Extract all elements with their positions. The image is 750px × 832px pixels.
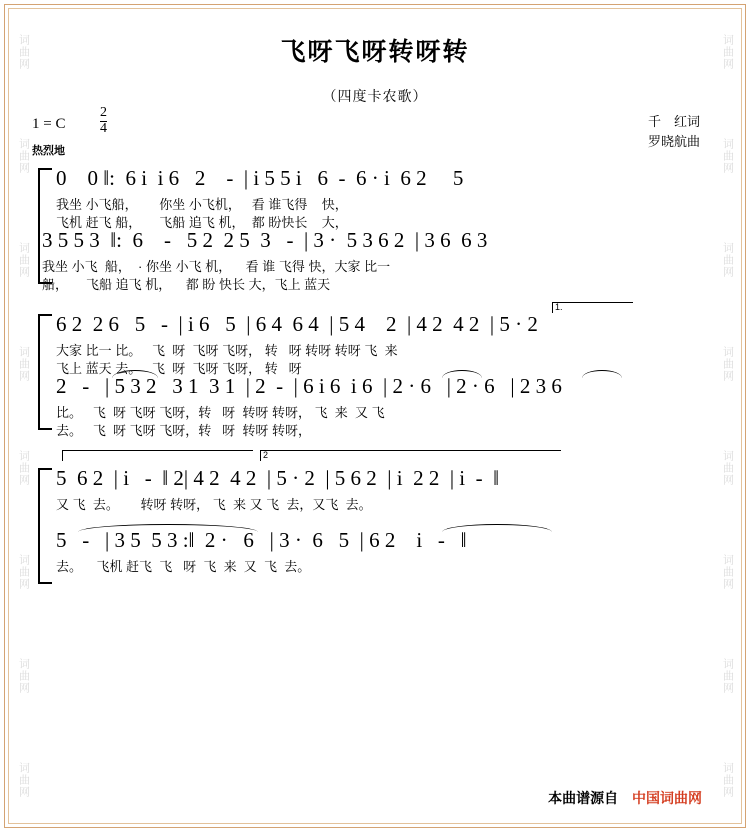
footer-source-label: 本曲谱源自 (548, 790, 619, 806)
notation-row: 3 5 5 3 ‖: 6 - 5 2 2 5 3 - | 3 · 5 3 6 2 | 3 6 6 3 (42, 228, 488, 252)
music-system-1 (22, 164, 728, 296)
watermark: 词曲网 (17, 762, 30, 798)
lyric-verse-1: 我坐 小飞 船， · 你坐 小飞 机， 看 谁 飞得 快，大家 比一 (42, 259, 391, 274)
staff-line (22, 226, 728, 296)
page-title: 飞呀飞呀转呀转 (280, 38, 470, 66)
score-header (22, 105, 728, 157)
notation-row: 0 0 ‖: 6 i i 6 2 - | i 5 5 i 6 - 6 · i 6 2 5 (56, 166, 464, 190)
watermark: 词曲网 (721, 450, 734, 486)
music-system-2 (22, 302, 728, 442)
watermark: 词曲网 (721, 34, 734, 70)
footer-brand[interactable]: 中国词曲网 (632, 790, 702, 806)
footer (548, 788, 702, 808)
watermark: 词曲网 (17, 658, 30, 694)
volta-label: 1. (555, 302, 563, 312)
key-signature: 1 = C (32, 116, 66, 132)
staff-line (22, 464, 728, 526)
lyric-verse-2: 飞机 赶飞 船， 飞船 追飞 机， 都 盼快长 大， (56, 215, 348, 230)
volta-label: 2 (263, 450, 269, 460)
lyric-verse-1: 又 飞 去。 转呀 转呀， 飞 来 又 飞 去，又飞 去。 (56, 497, 372, 512)
watermark: 词曲网 (17, 34, 30, 70)
lyric-verse-2: 去。 飞 呀 飞呀 飞呀，转 呀 转呀 转呀， (56, 423, 311, 438)
staff-line (22, 164, 728, 230)
watermark: 词曲网 (17, 138, 30, 174)
sheet-music (22, 10, 728, 822)
lyric-verse-1: 大家 比一 比。 飞 呀 飞呀 飞呀， 转 呀 转呀 转呀 飞 来 (56, 343, 398, 358)
credits (648, 112, 700, 151)
time-signature-numerator: 2 (100, 105, 107, 120)
watermark: 词曲网 (17, 346, 30, 382)
lyric-verse-1: 比。 飞 呀 飞呀 飞呀，转 呀 转呀 转呀， 飞 来 又 飞 (56, 405, 385, 420)
volta-bracket-2b (260, 450, 561, 461)
lyricist: 千 红词 (647, 114, 700, 129)
staff-line (22, 526, 728, 596)
notation-row: 2 - | 5 3 2 3 1 3 1 | 2 - | 6 i 6 i 6 | 2 · 6 | 2 · 6 | 2 3 6 (56, 374, 562, 398)
watermark: 词曲网 (721, 346, 734, 382)
slur-mark (582, 370, 622, 378)
watermark: 词曲网 (721, 658, 734, 694)
tempo-marking: 热烈地 (32, 145, 65, 157)
time-signature (100, 106, 107, 136)
lyric-verse-2: 船， 飞船 追飞 机， 都 盼 快长 大，飞上 蓝天 (42, 277, 331, 292)
watermark: 词曲网 (721, 138, 734, 174)
volta-bracket-2 (62, 450, 253, 461)
watermark: 词曲网 (17, 242, 30, 278)
watermark: 词曲网 (17, 554, 30, 590)
watermark: 词曲网 (721, 242, 734, 278)
notation-row: 5 - | 3 5 5 3 :‖ 2 · 6 | 3 · 6 5 | 6 2 i - ‖ (56, 528, 467, 552)
lyric-verse-2: 飞上 蓝天 去。 飞 呀 飞呀 飞呀， 转 呀 (56, 361, 302, 376)
lyric-verse-1: 去。 飞机 赶飞 飞 呀 飞 来 又 飞 去。 (56, 559, 311, 574)
composer: 罗晓航曲 (647, 133, 700, 149)
notation-row: 6 2 2 6 5 - | i 6 5 | 6 4 6 4 | 5 4 2 | 4 2 4 2 | 5 · 2 (56, 312, 538, 336)
lyric-verse-1: 我坐 小飞船， 你坐 小飞机， 看 谁飞得 快， (56, 197, 348, 212)
watermark: 词曲网 (721, 554, 734, 590)
time-signature-denominator: 4 (100, 120, 107, 136)
watermark: 词曲网 (17, 450, 30, 486)
watermark: 词曲网 (721, 762, 734, 798)
notation-row: 5 6 2 | i - ‖ 2| 4 2 4 2 | 5 · 2 | 5 6 2 | i 2 2 | i - ‖ (56, 466, 499, 490)
staff-line (22, 372, 728, 442)
subtitle: （四度卡农歌） (322, 88, 428, 104)
